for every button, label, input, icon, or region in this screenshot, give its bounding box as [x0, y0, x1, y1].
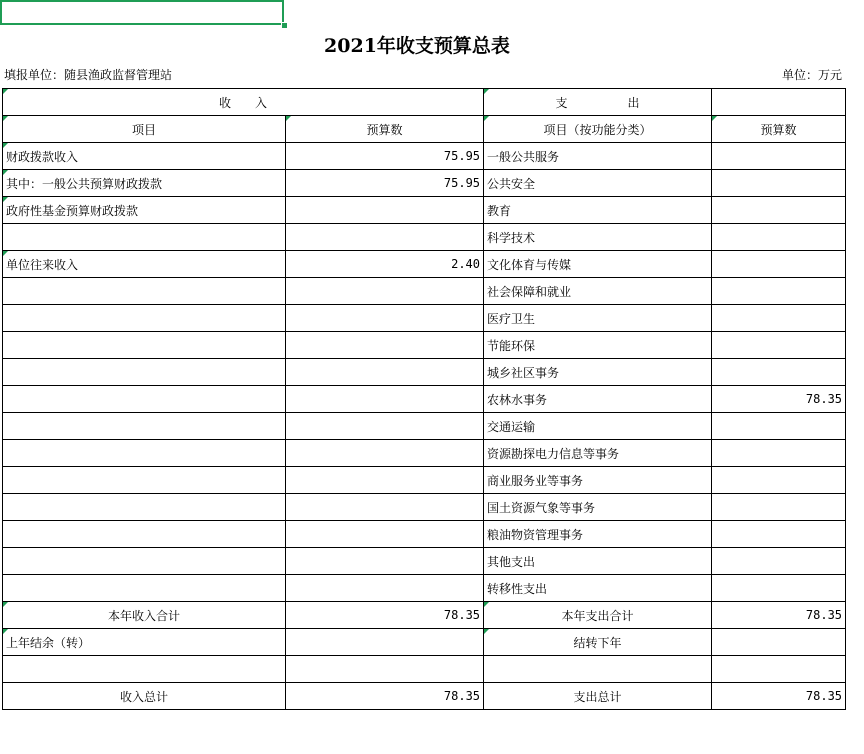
carry-in-label[interactable]: 上年结余（转）	[3, 629, 286, 656]
page-title: 2021年收支预算总表	[324, 35, 510, 57]
expense-item-cell[interactable]: 农林水事务	[484, 386, 712, 413]
blank-cell[interactable]	[484, 656, 712, 683]
income-item-cell[interactable]	[3, 386, 286, 413]
income-amount-cell[interactable]	[286, 278, 484, 305]
expense-item-cell[interactable]: 医疗卫生	[484, 305, 712, 332]
expense-amount-cell[interactable]	[712, 170, 846, 197]
selected-cell[interactable]	[0, 0, 284, 25]
expense-item-cell[interactable]: 一般公共服务	[484, 143, 712, 170]
income-total-label[interactable]: 收入总计	[3, 683, 286, 710]
table-row	[3, 224, 846, 251]
expense-item-cell[interactable]: 转移性支出	[484, 575, 712, 602]
income-item-cell[interactable]: 政府性基金预算财政拨款	[3, 197, 286, 224]
filler-unit-label: 填报单位：随县渔政监督管理站	[4, 68, 173, 82]
income-item-cell[interactable]	[3, 278, 286, 305]
expense-item-cell[interactable]: 公共安全	[484, 170, 712, 197]
table-row	[3, 251, 846, 278]
year-total-row	[3, 602, 846, 629]
expense-item-cell[interactable]: 城乡社区事务	[484, 359, 712, 386]
income-amount-cell[interactable]	[286, 224, 484, 251]
table-row	[3, 170, 846, 197]
table-row	[3, 521, 846, 548]
year-income-label[interactable]: 本年收入合计	[3, 602, 286, 629]
expense-amount-cell[interactable]	[712, 494, 846, 521]
expense-item-cell[interactable]: 文化体育与传媒	[484, 251, 712, 278]
income-item-cell[interactable]: 其中：一般公共预算财政拨款	[3, 170, 286, 197]
expense-total-label[interactable]: 支出总计	[484, 683, 712, 710]
income-amount-cell[interactable]	[286, 440, 484, 467]
income-amount-cell[interactable]	[286, 548, 484, 575]
income-item-cell[interactable]	[3, 521, 286, 548]
table-row	[3, 575, 846, 602]
table-row	[3, 359, 846, 386]
unit-label: 单位：万元	[781, 68, 842, 82]
income-amount-cell[interactable]	[286, 494, 484, 521]
blank-cell[interactable]	[286, 656, 484, 683]
income-amount-cell[interactable]: 75.95	[286, 170, 484, 197]
fill-handle[interactable]	[281, 22, 288, 29]
carry-out-label[interactable]: 结转下年	[484, 629, 712, 656]
grand-total-row	[3, 683, 846, 710]
expense-amount-cell[interactable]	[712, 197, 846, 224]
expense-amount-cell[interactable]	[712, 548, 846, 575]
table-row	[3, 197, 846, 224]
income-item-cell[interactable]	[3, 224, 286, 251]
expense-amount-cell[interactable]	[712, 575, 846, 602]
income-item-cell[interactable]	[3, 359, 286, 386]
expense-amount-cell[interactable]	[712, 332, 846, 359]
income-amount-cell[interactable]	[286, 575, 484, 602]
carry-out-value[interactable]	[712, 629, 846, 656]
blank-cell[interactable]	[3, 656, 286, 683]
expense-amount-cell[interactable]	[712, 251, 846, 278]
carry-in-value[interactable]	[286, 629, 484, 656]
expense-amount-cell[interactable]	[712, 467, 846, 494]
expense-total-value[interactable]: 78.35	[712, 683, 846, 710]
income-header[interactable]: 收 入	[3, 89, 484, 116]
income-item-cell[interactable]: 财政拨款收入	[3, 143, 286, 170]
income-item-cell[interactable]	[3, 413, 286, 440]
table-row	[3, 413, 846, 440]
expense-amount-cell[interactable]	[712, 143, 846, 170]
expense-amount-cell[interactable]	[712, 224, 846, 251]
col-header-func[interactable]: 项目（按功能分类）	[484, 116, 712, 143]
expense-item-cell[interactable]: 科学技术	[484, 224, 712, 251]
expense-amount-cell[interactable]	[712, 440, 846, 467]
income-amount-cell[interactable]	[286, 305, 484, 332]
income-item-cell[interactable]	[3, 575, 286, 602]
expense-item-cell[interactable]: 社会保障和就业	[484, 278, 712, 305]
blank-row	[3, 656, 846, 683]
table-row	[3, 332, 846, 359]
expense-amount-cell[interactable]	[712, 359, 846, 386]
income-amount-cell[interactable]	[286, 332, 484, 359]
table-row	[3, 386, 846, 413]
expense-item-cell[interactable]: 国土资源气象等事务	[484, 494, 712, 521]
expense-header-blank[interactable]	[712, 89, 846, 116]
income-total-value[interactable]: 78.35	[286, 683, 484, 710]
income-item-cell[interactable]	[3, 332, 286, 359]
blank-cell[interactable]	[712, 656, 846, 683]
budget-table	[2, 88, 846, 710]
income-amount-cell[interactable]: 2.40	[286, 251, 484, 278]
expense-item-cell[interactable]: 教育	[484, 197, 712, 224]
col-header-budget[interactable]: 预算数	[286, 116, 484, 143]
year-expense-value[interactable]: 78.35	[712, 602, 846, 629]
table-row	[3, 143, 846, 170]
income-amount-cell[interactable]	[286, 197, 484, 224]
expense-item-cell[interactable]: 资源勘探电力信息等事务	[484, 440, 712, 467]
income-item-cell[interactable]	[3, 305, 286, 332]
table-row	[3, 467, 846, 494]
col-header-item[interactable]: 项目	[3, 116, 286, 143]
header-row-cols	[3, 116, 846, 143]
income-amount-cell[interactable]	[286, 359, 484, 386]
header-row-main	[3, 89, 846, 116]
income-amount-cell[interactable]: 75.95	[286, 143, 484, 170]
expense-amount-cell[interactable]	[712, 413, 846, 440]
table-row	[3, 440, 846, 467]
table-row	[3, 494, 846, 521]
income-item-cell[interactable]	[3, 494, 286, 521]
income-amount-cell[interactable]	[286, 413, 484, 440]
table-row	[3, 548, 846, 575]
expense-item-cell[interactable]: 粮油物资管理事务	[484, 521, 712, 548]
expense-item-cell[interactable]: 节能环保	[484, 332, 712, 359]
expense-header[interactable]: 支 出	[484, 89, 712, 116]
col-header-budget2[interactable]: 预算数	[712, 116, 846, 143]
income-item-cell[interactable]	[3, 440, 286, 467]
table-row	[3, 278, 846, 305]
expense-item-cell[interactable]: 其他支出	[484, 548, 712, 575]
income-amount-cell[interactable]	[286, 467, 484, 494]
table-row	[3, 305, 846, 332]
income-amount-cell[interactable]	[286, 386, 484, 413]
expense-item-cell[interactable]: 商业服务业等事务	[484, 467, 712, 494]
year-expense-label[interactable]: 本年支出合计	[484, 602, 712, 629]
carry-row	[3, 629, 846, 656]
expense-amount-cell[interactable]	[712, 305, 846, 332]
expense-amount-cell[interactable]	[712, 278, 846, 305]
expense-amount-cell[interactable]	[712, 521, 846, 548]
income-item-cell[interactable]: 单位往来收入	[3, 251, 286, 278]
expense-item-cell[interactable]: 交通运输	[484, 413, 712, 440]
income-item-cell[interactable]	[3, 467, 286, 494]
expense-amount-cell[interactable]: 78.35	[712, 386, 846, 413]
year-income-value[interactable]: 78.35	[286, 602, 484, 629]
income-amount-cell[interactable]	[286, 521, 484, 548]
income-item-cell[interactable]	[3, 548, 286, 575]
